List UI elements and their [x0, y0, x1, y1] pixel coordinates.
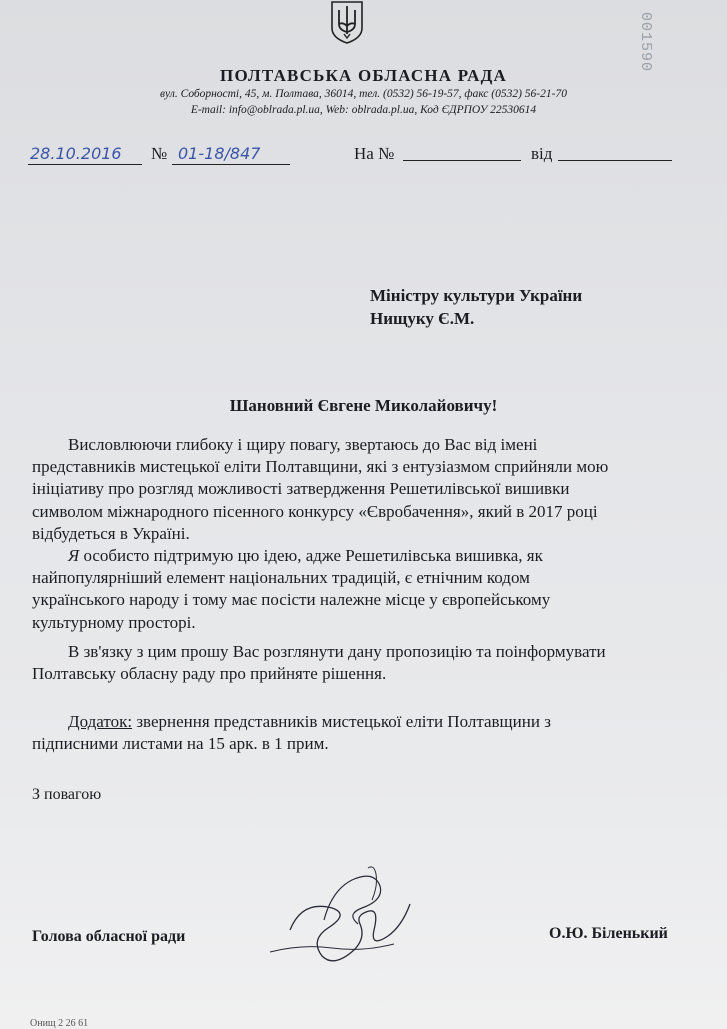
paragraph-line: представників мистецької еліти Полтавщини, які з ентузіазмом сприйняли мою — [32, 457, 609, 477]
paragraph-3 — [32, 641, 708, 685]
reply-date-label: від — [531, 144, 553, 163]
paragraph-line: відбудеться в Україні. — [32, 523, 190, 543]
letter-number: 01-18/847 — [178, 144, 261, 163]
paragraph-1 — [32, 434, 708, 545]
paragraph-line: культурному просторі. — [32, 612, 196, 632]
reply-date-underline — [558, 160, 672, 161]
paragraph-line: В зв'язку з цим прошу Вас розглянути дану пропозицію та поінформувати — [68, 642, 606, 661]
number-underline — [172, 164, 290, 165]
paragraph-line: Висловлюючи глибоку і щиру повагу, звертаюсь до Вас від імені — [68, 435, 538, 454]
closing: З повагою — [32, 786, 102, 803]
handwritten-signature — [262, 860, 422, 975]
number-label: № — [151, 144, 168, 163]
paragraph-line: Полтавську обласну раду про прийняте рішення. — [32, 664, 387, 684]
reply-number-label: На № — [354, 144, 395, 163]
attachment-line — [32, 711, 708, 733]
paragraph-line — [32, 545, 708, 567]
reply-number-underline — [403, 160, 521, 161]
paragraph-line: найпопулярніший елемент національних традицій, є етнічним кодом — [32, 568, 530, 588]
signatory-name: О.Ю. Біленький — [549, 925, 668, 942]
recipient-title: Міністру культури України — [370, 286, 583, 305]
date-underline — [28, 164, 142, 165]
recipient-name: Нищуку Є.М. — [370, 309, 475, 328]
letter-date: 28.10.2016 — [30, 144, 122, 163]
attachment-label: Додаток: — [68, 712, 133, 731]
paragraph-line-rest: особисто підтримую цю ідею, адже Решетилівська вишивка, як — [79, 546, 543, 565]
paragraph-first-word: Я — [68, 546, 80, 565]
paragraph-line: українського народу і тому має посісти належне місце у європейському — [32, 590, 551, 610]
salutation: Шановний Євгене Миколайовичу! — [229, 396, 498, 415]
executor-note: Онищ 2 26 61 — [30, 1018, 89, 1029]
registration-stamp: 001590 — [637, 12, 654, 73]
attachment — [32, 711, 708, 755]
paragraph-2 — [32, 545, 708, 634]
paragraph-line: символом міжнародного пісенного конкурсу «Євробачення», який в 2017 році — [32, 501, 598, 521]
paragraph-line: ініціативу про розгляд можливості затвердження Решетилівської вишивки — [32, 479, 570, 499]
organization-address: вул. Соборності, 45, м. Полтава, 36014, тел. (0532) 56-19-57, факс (0532) 56-21-70 — [160, 88, 567, 100]
attachment-text: звернення представників мистецької еліти Полтавщини з — [132, 712, 551, 731]
organization-name: ПОЛТАВСЬКА ОБЛАСНА РАДА — [220, 66, 507, 85]
signatory-position: Голова обласної ради — [32, 928, 186, 945]
organization-contacts: E-mail: info@oblrada.pl.ua, Web: oblrada.pl.ua, Код ЄДРПОУ 22530614 — [190, 104, 537, 116]
attachment-line: підписними листами на 15 арк. в 1 прим. — [32, 734, 329, 754]
coat-of-arms-icon — [326, 0, 368, 44]
